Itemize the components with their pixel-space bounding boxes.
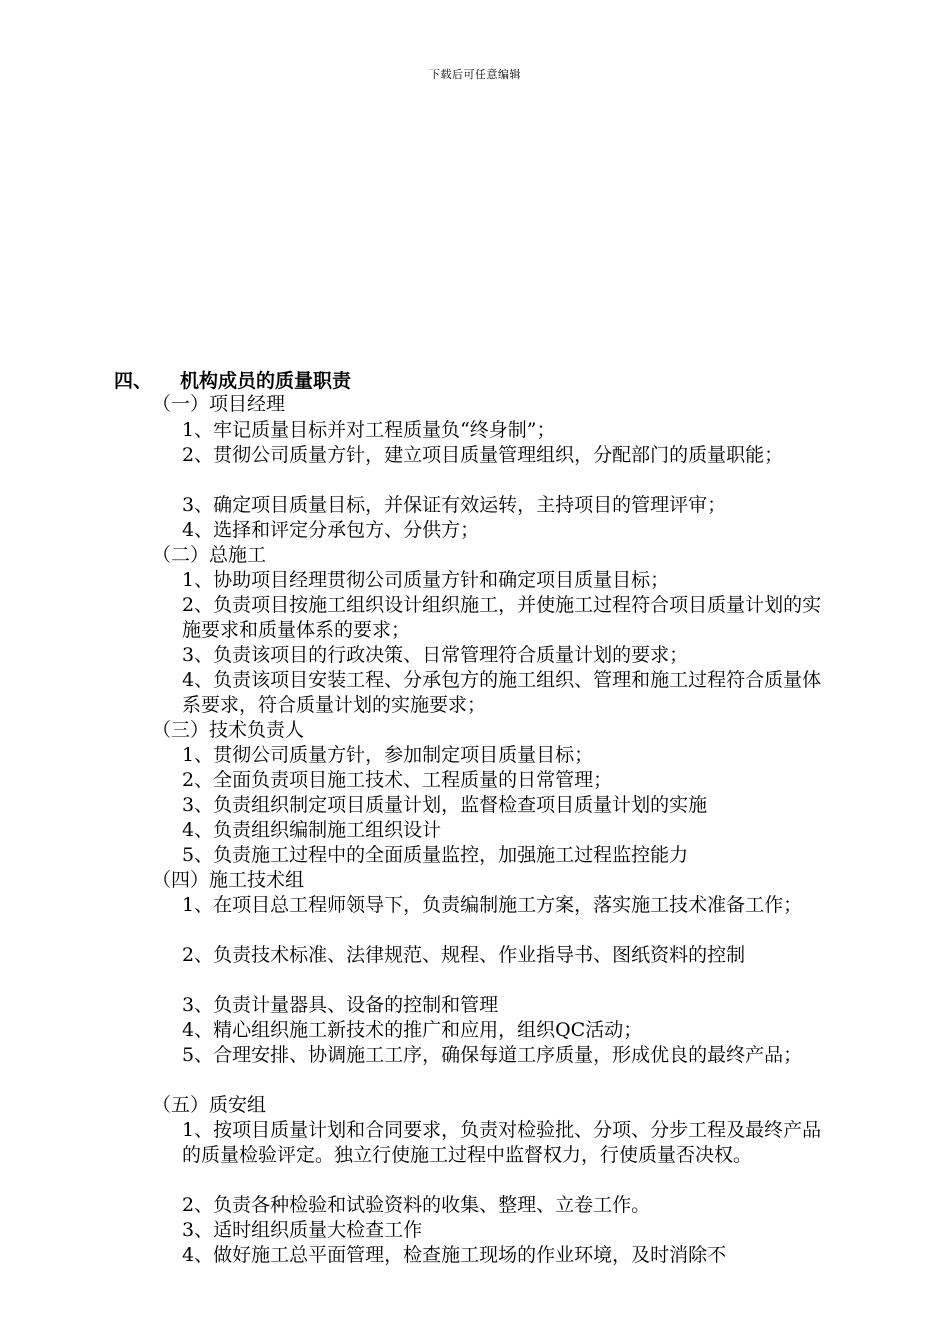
subsection-heading: （三）技术负责人 (152, 719, 305, 741)
list-item: 2、负责技术标准、法律规范、规程、作业指导书、图纸资料的控制 (182, 944, 746, 966)
subsection-heading: （四）施工技术组 (152, 869, 305, 891)
list-item: 4、选择和评定分承包方、分供方； (182, 519, 480, 541)
list-item (182, 443, 838, 468)
list-item: 2、负责各种检验和试验资料的收集、整理、立卷工作。 (182, 1194, 651, 1216)
list-item: 5、负责施工过程中的全面质量监控，加强施工过程监控能力 (182, 844, 689, 866)
list-item: 3、确定项目质量目标，并保证有效运转，主持项目的管理评审； (182, 494, 727, 516)
list-item: 3、负责计量器具、设备的控制和管理 (182, 994, 499, 1016)
page-header: 下载后可任意编辑 (429, 68, 521, 81)
list-item: 1、按项目质量计划和合同要求，负责对检验批、分项、分步工程及最终产品的质量检验评定。独立行使施工过程中监督权力，行使质量否决权。 (182, 1119, 822, 1166)
list-item-text: 2、贯彻公司质量方针，建立项目质量管理组织，分配部门的质量职能； (182, 444, 784, 466)
list-item: 2、全面负责项目施工技术、工程质量的日常管理； (182, 769, 613, 791)
list-item: 1、牢记质量目标并对工程质量负“终身制”； (182, 419, 556, 441)
list-item: 4、精心组织施工新技术的推广和应用，组织QC活动； (182, 1019, 643, 1041)
list-item: 2、负责项目按施工组织设计组织施工，并使施工过程符合项目质量计划的实施要求和质量体系的要求； (182, 594, 822, 641)
section-title-text: 机构成员的质量职责 (180, 370, 352, 392)
list-item: 3、负责该项目的行政决策、日常管理符合质量计划的要求； (182, 644, 689, 666)
section-number: 四、 (114, 370, 153, 392)
list-item: 1、协助项目经理贯彻公司质量方针和确定项目质量目标； (182, 569, 670, 591)
list-item: 1、贯彻公司质量方针，参加制定项目质量目标； (182, 744, 594, 766)
list-item: 3、负责组织制定项目质量计划，监督检查项目质量计划的实施 (182, 794, 708, 816)
subsection-heading: （五）质安组 (152, 1094, 267, 1116)
list-item: 4、做好施工总平面管理，检查施工现场的作业环境，及时消除不 (182, 1244, 727, 1266)
subsection-heading: （二）总施工 (152, 544, 267, 566)
list-item: 3、适时组织质量大检查工作 (182, 1219, 423, 1241)
list-item: 5、合理安排、协调施工工序，确保每道工序质量，形成优良的最终产品； (182, 1044, 803, 1066)
list-item: 4、负责该项目安装工程、分承包方的施工组织、管理和施工过程符合质量体系要求，符合质量计划的实施要求； (182, 669, 822, 716)
list-item: 1、在项目总工程师领导下，负责编制施工方案，落实施工技术准备工作； (182, 894, 803, 916)
subsection-heading: （一）项目经理 (152, 393, 286, 415)
section-title (114, 366, 351, 393)
list-item: 4、负责组织编制施工组织设计 (182, 819, 442, 841)
